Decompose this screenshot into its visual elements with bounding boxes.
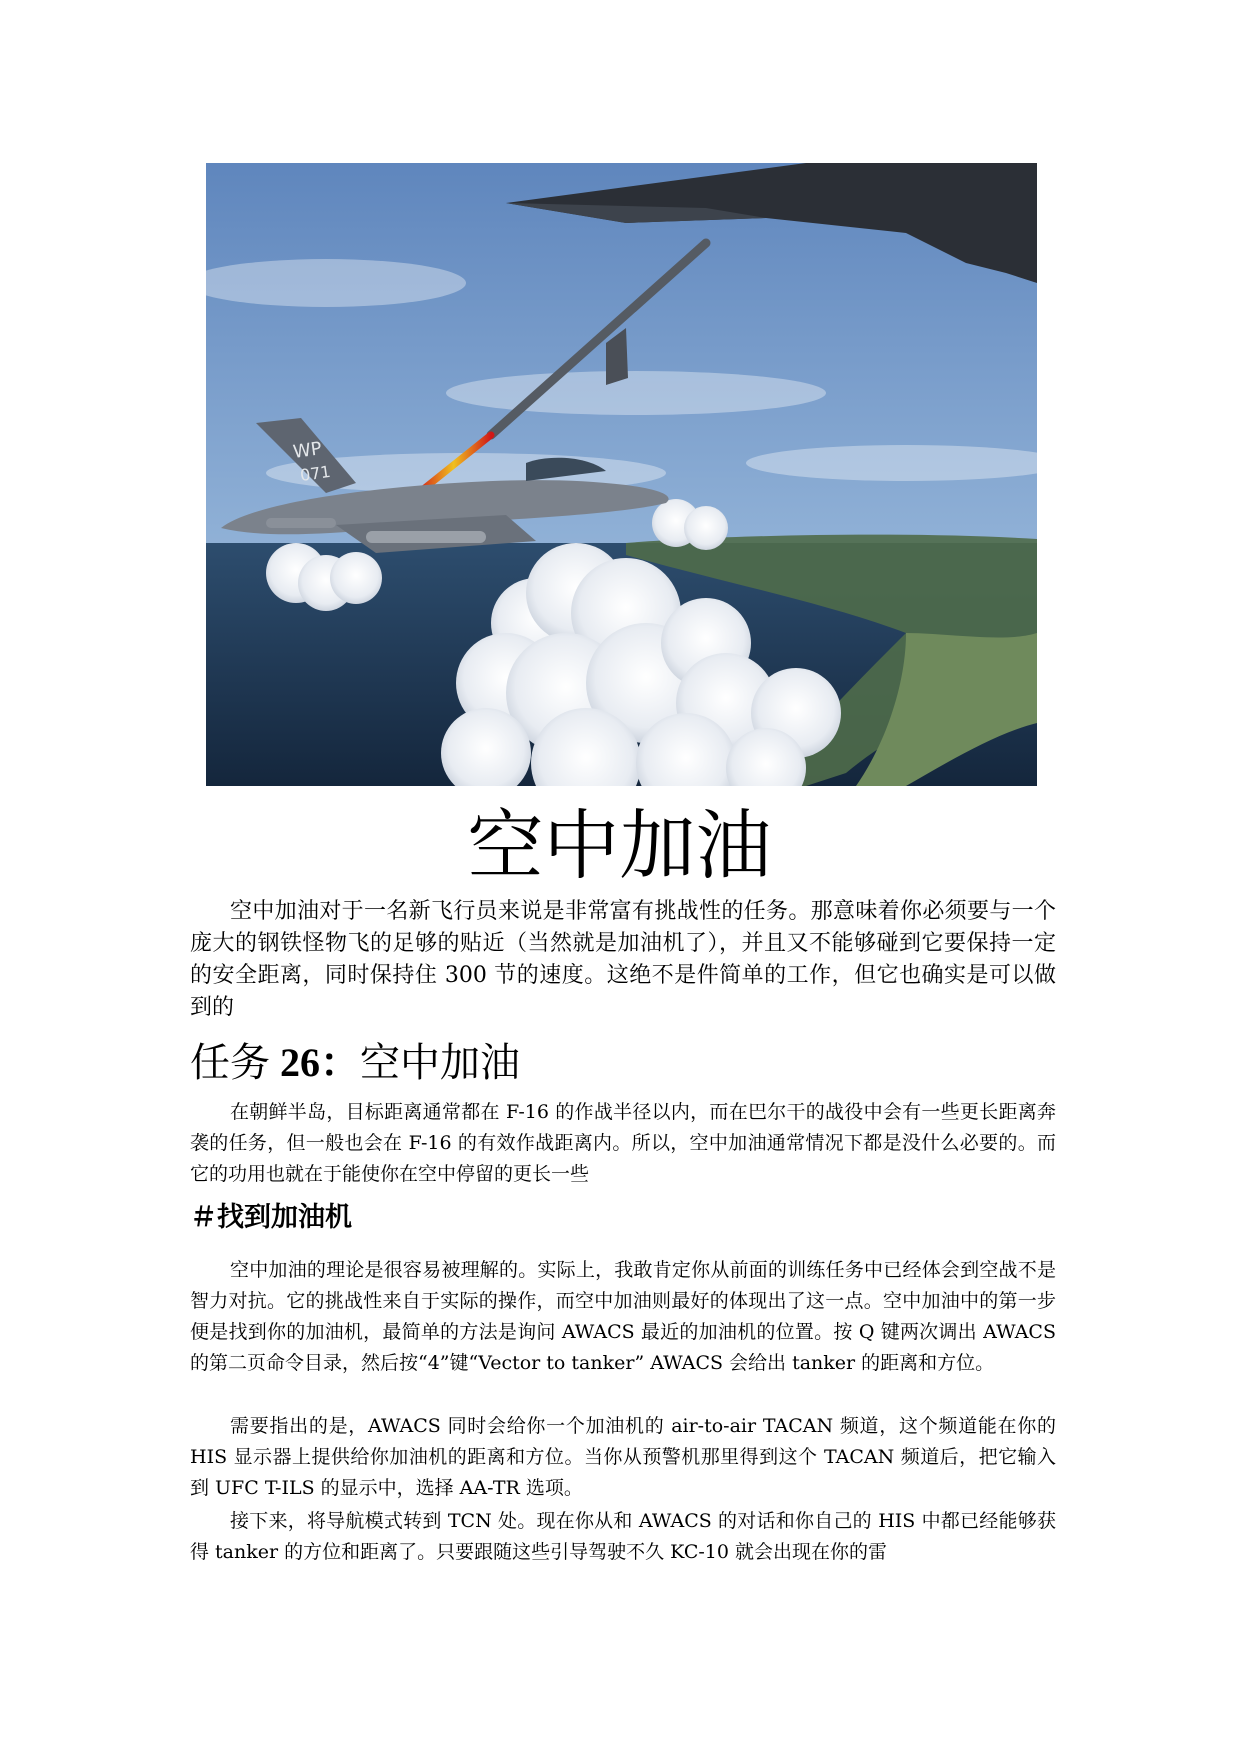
tail-number: 071 (298, 461, 332, 485)
mission-heading-prefix: 任务 (190, 1040, 270, 1086)
find-tanker-heading: ＃找到加油机 (190, 1202, 352, 1233)
refueling-photo (206, 163, 1037, 786)
mission-heading (190, 1035, 520, 1091)
mission-heading-number: 26： (270, 1040, 360, 1085)
paragraph-3: 需要指出的是，AWACS 同时会给你一个加油机的 air-to-air TACAN 频道，这个频道能在你的 HIS 显示器上提供给你加油机的距离和方位。当你从预警机那里得到这个 TACAN 频道后，把它输入到 UFC T-ILS 的显示中，选择 AA-TR 选项。 (190, 1415, 1056, 1499)
page-title: 空中加油 (467, 801, 772, 890)
mission-heading-suffix: 空中加油 (360, 1040, 520, 1086)
paragraph-4: 接下来，将导航模式转到 TCN 处。现在你从和 AWACS 的对话和你自己的 HIS 中都已经能够获得 tanker 的方位和距离了。只要跟随这些引导驾驶不久 KC-10 就会出现在你的雷 (190, 1510, 1056, 1563)
paragraph-1: 在朝鲜半岛，目标距离通常都在 F-16 的作战半径以内，而在巴尔干的战役中会有一些更长距离奔袭的任务，但一般也会在 F-16 的有效作战距离内。所以，空中加油通常情况下都是没什么必要的。而它的功用也就在于能使你在空中停留的更长一些 (190, 1101, 1056, 1185)
intro-paragraph: 空中加油对于一名新飞行员来说是非常富有挑战性的任务。那意味着你必须要与一个庞大的钢铁怪物飞的足够的贴近（当然就是加油机了），并且又不能够碰到它要保持一定的安全距离，同时保持住 300 节的速度。这绝不是件简单的工作，但它也确实是可以做到的 (190, 899, 1056, 1020)
paragraph-2: 空中加油的理论是很容易被理解的。实际上，我敢肯定你从前面的训练任务中已经体会到空战不是智力对抗。它的挑战性来自于实际的操作，而空中加油则最好的体现出了这一点。空中加油中的第一步便是找到你的加油机，最简单的方法是询问 AWACS 最近的加油机的位置。按 Q 键两次调出 AWACS 的第二页命令目录，然后按“4”键“Vector to tanker” AWACS 会给出 tanker 的距离和方位。 (190, 1259, 1056, 1374)
tail-code: WP (291, 438, 324, 463)
refueling-illustration (206, 163, 1037, 786)
